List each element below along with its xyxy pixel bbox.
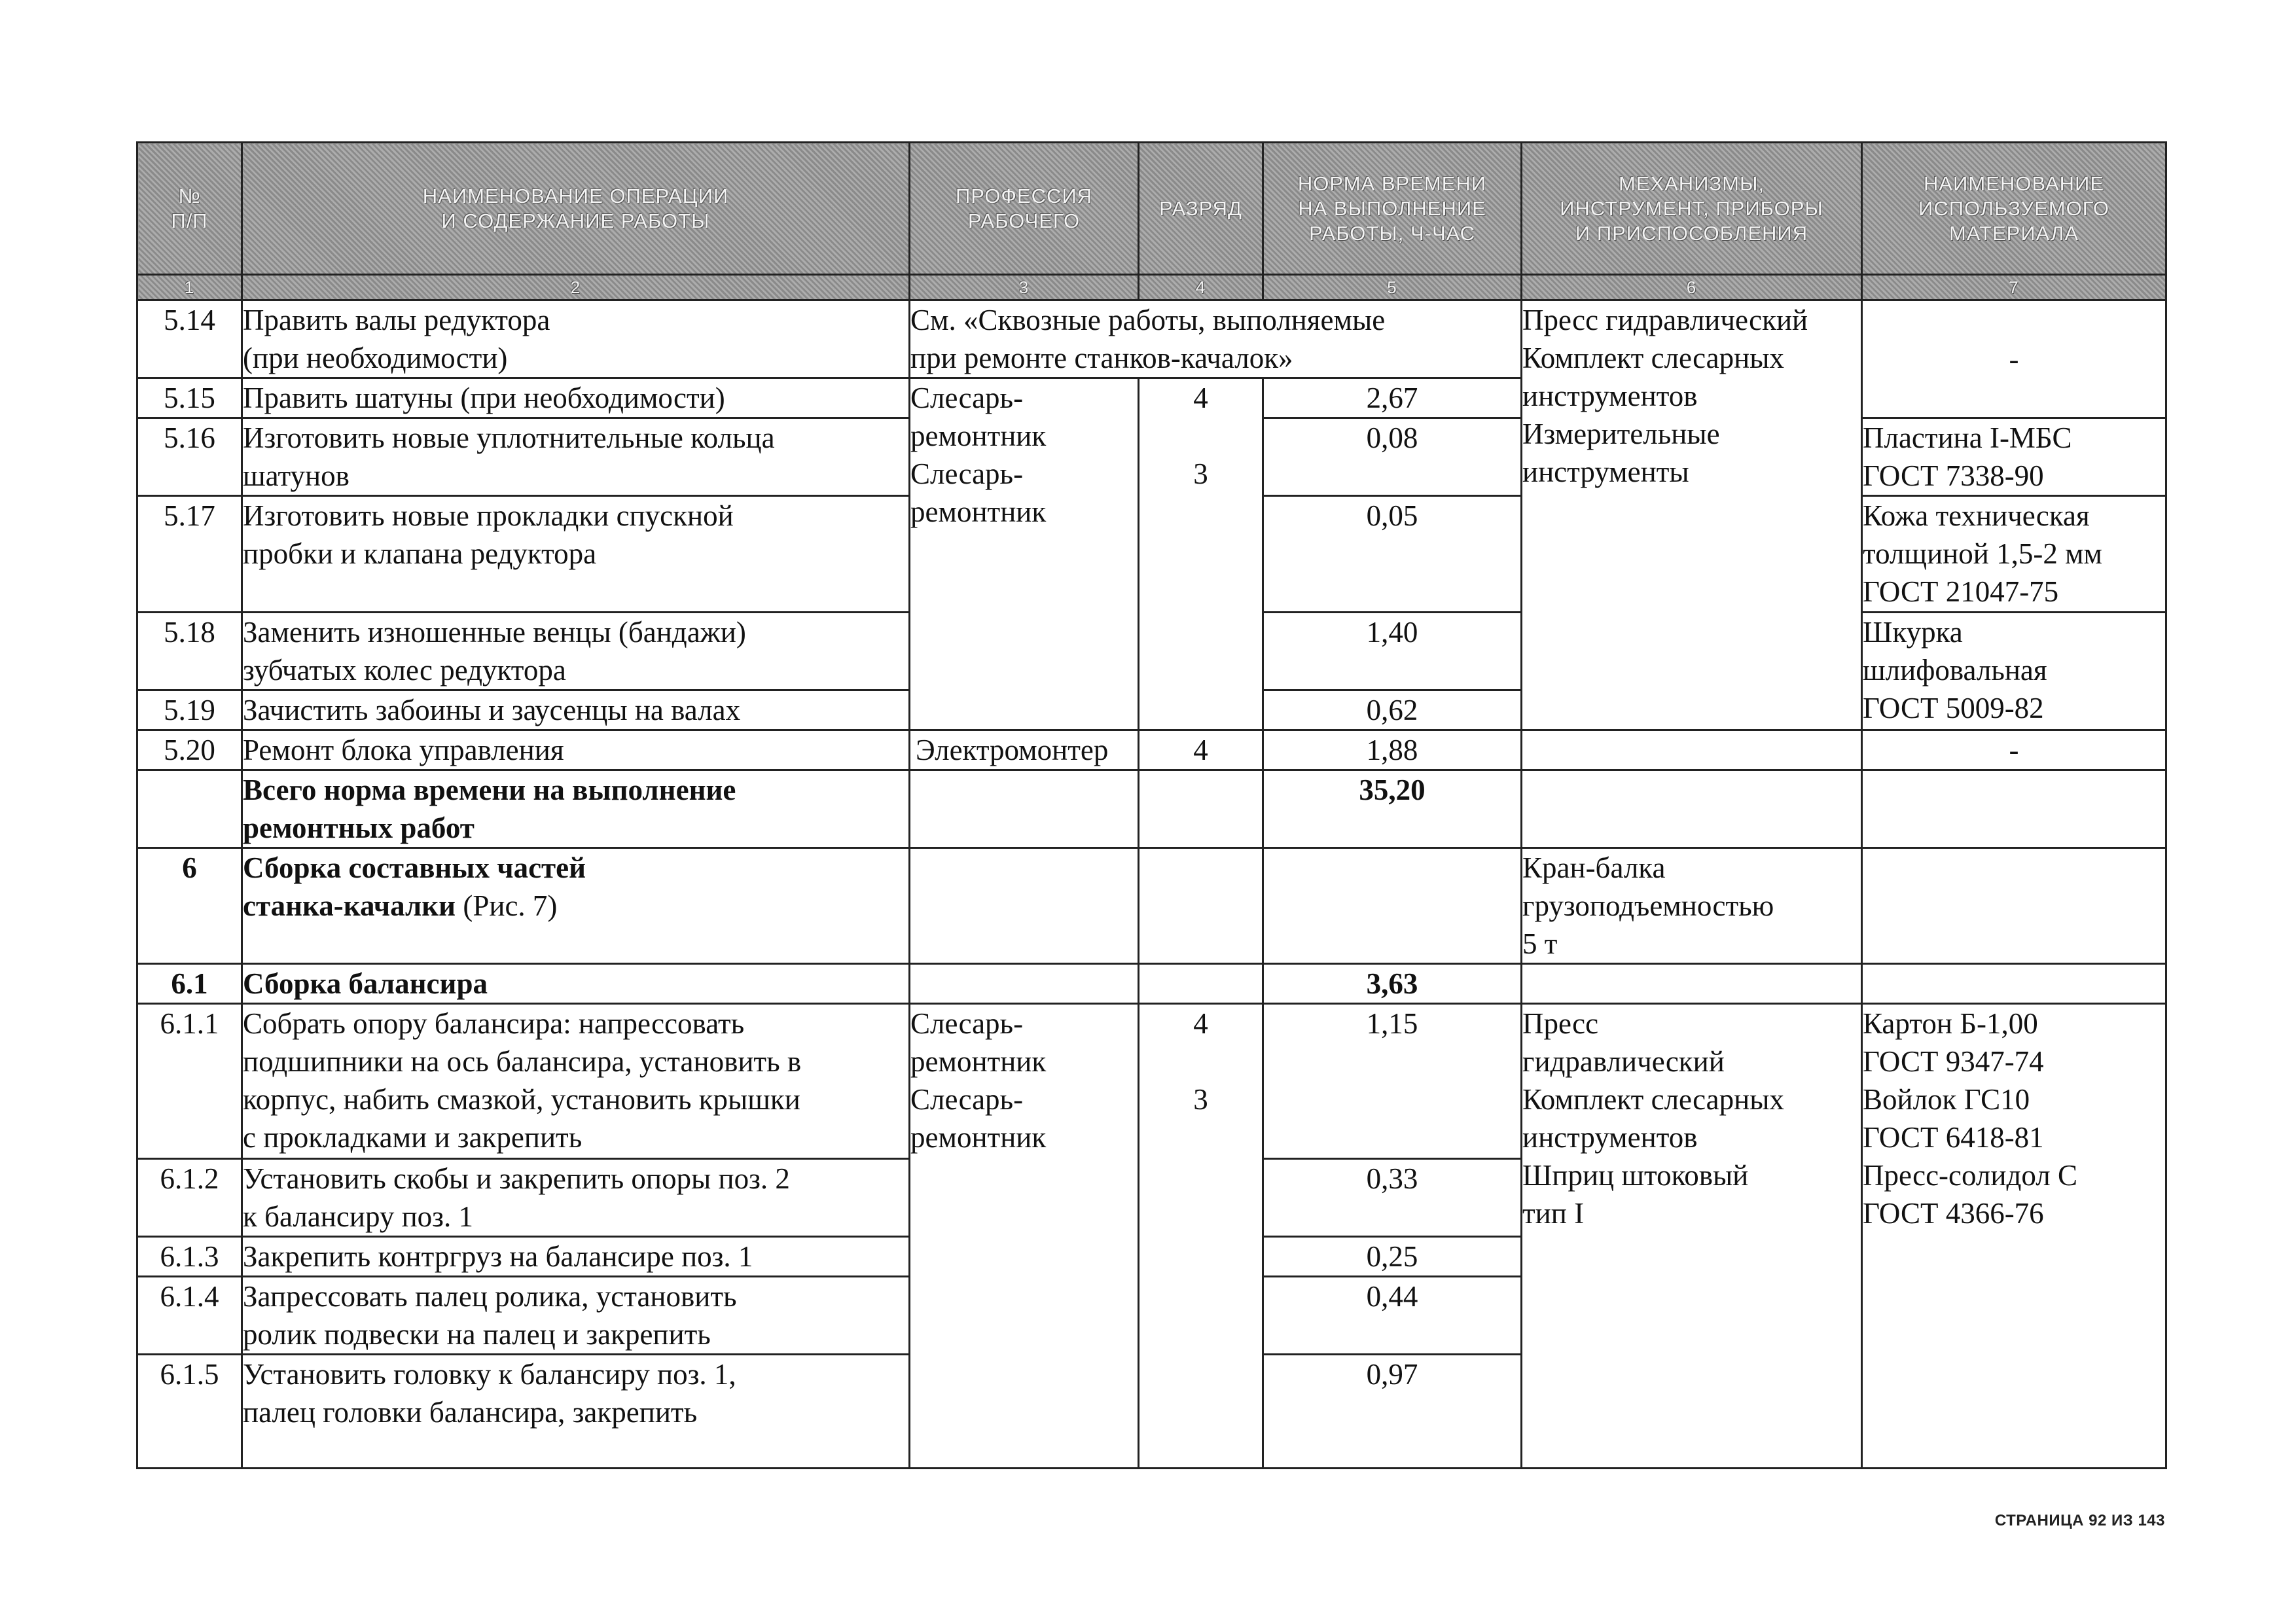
- operation-text: Запрессовать палец ролика, установить ролик подвески на палец и закрепить: [242, 1277, 910, 1355]
- time-norm: 1,88: [1263, 730, 1522, 770]
- operation-text: Зачистить забоины и заусенцы на валах: [242, 690, 910, 730]
- column-number: 5: [1263, 275, 1522, 300]
- total-time-norm: 35,20: [1263, 770, 1522, 848]
- row-number: 6.1.3: [137, 1237, 242, 1277]
- row-number: 5.15: [137, 378, 242, 418]
- grade-cell: 4: [1139, 730, 1263, 770]
- material-cell: -: [1862, 730, 2166, 770]
- operation-text: Править валы редуктора (при необходимости): [242, 300, 910, 378]
- tools-cell: [1522, 964, 1862, 1004]
- column-number: 2: [242, 275, 910, 300]
- row-number: 5.20: [137, 730, 242, 770]
- operation-text: Изготовить новые уплотнительные кольца шатунов: [242, 418, 910, 496]
- time-norm: 0,33: [1263, 1159, 1522, 1237]
- operation-text: Ремонт блока управления: [242, 730, 910, 770]
- row-number: [137, 770, 242, 848]
- column-number: 4: [1139, 275, 1263, 300]
- tools-cell: [1522, 770, 1862, 848]
- material-cell: Картон Б-1,00 ГОСТ 9347-74 Войлок ГС10 ГОСТ 6418-81 Пресс-солидол С ГОСТ 4366-76: [1862, 1004, 2166, 1469]
- time-norm: 0,97: [1263, 1355, 1522, 1469]
- time-norm: 1,15: [1263, 1004, 1522, 1159]
- row-number: 6.1.1: [137, 1004, 242, 1159]
- col-header-tools: МЕХАНИЗМЫ, ИНСТРУМЕНТ, ПРИБОРЫ И ПРИСПОСОБЛЕНИЯ: [1522, 143, 1862, 275]
- col-header-operation: НАИМЕНОВАНИЕ ОПЕРАЦИИ И СОДЕРЖАНИЕ РАБОТЫ: [242, 143, 910, 275]
- table-row-6: [137, 848, 2166, 964]
- time-norm: 0,25: [1263, 1237, 1522, 1277]
- material-cell: -: [1862, 300, 2166, 418]
- profession-cell: [910, 770, 1139, 848]
- operation-text: Установить головку к балансиру поз. 1, палец головки балансира, закрепить: [242, 1355, 910, 1469]
- tools-cell: Кран-балка грузоподъемностью 5 т: [1522, 848, 1862, 964]
- time-norm: 1,40: [1263, 613, 1522, 690]
- material-cell: Пластина I-МБС ГОСТ 7338-90: [1862, 418, 2166, 496]
- row-number: 5.14: [137, 300, 242, 378]
- profession-cell: Слесарь- ремонтник Слесарь- ремонтник: [910, 1004, 1139, 1469]
- column-number: 7: [1862, 275, 2166, 300]
- operation-text: Изготовить новые прокладки спускной пробки и клапана редуктора: [242, 496, 910, 613]
- profession-cell: [910, 848, 1139, 964]
- row-number: 6.1.4: [137, 1277, 242, 1355]
- row-number: 5.18: [137, 613, 242, 690]
- work-norms-table: [136, 141, 2167, 1469]
- operation-text: Заменить изношенные венцы (бандажи) зубчатых колес редуктора: [242, 613, 910, 690]
- header-row: [137, 143, 2166, 275]
- time-norm: 0,62: [1263, 690, 1522, 730]
- see-also-note: См. «Сквозные работы, выполняемые при ремонте станков-качалок»: [910, 300, 1522, 378]
- operation-text: Установить скобы и закрепить опоры поз. 2 к балансиру поз. 1: [242, 1159, 910, 1237]
- time-norm: [1263, 848, 1522, 964]
- table-row-5-14: [137, 300, 2166, 378]
- row-number: 6.1.2: [137, 1159, 242, 1237]
- time-norm: 0,08: [1263, 418, 1522, 496]
- material-cell: [1862, 848, 2166, 964]
- col-header-grade: РАЗРЯД: [1139, 143, 1263, 275]
- operation-text: Закрепить контргруз на балансире поз. 1: [242, 1237, 910, 1277]
- material-cell: [1862, 964, 2166, 1004]
- time-norm: 3,63: [1263, 964, 1522, 1004]
- time-norm: 2,67: [1263, 378, 1522, 418]
- material-cell: Кожа техническая толщиной 1,5-2 мм ГОСТ 21047-75: [1862, 496, 2166, 613]
- table-row-total: [137, 770, 2166, 848]
- profession-cell: Электромонтер: [910, 730, 1139, 770]
- material-cell: Шкурка шлифовальная ГОСТ 5009-82: [1862, 613, 2166, 730]
- row-number: 5.16: [137, 418, 242, 496]
- tools-cell: [1522, 730, 1862, 770]
- table-row-5-20: [137, 730, 2166, 770]
- total-label: Всего норма времени на выполнение ремонтных работ: [242, 770, 910, 848]
- grade-cell: 4 3: [1139, 1004, 1263, 1469]
- col-header-profession: ПРОФЕССИЯ РАБОЧЕГО: [910, 143, 1139, 275]
- page-number: СТРАНИЦА 92 ИЗ 143: [1994, 1512, 2165, 1529]
- time-norm: 0,44: [1263, 1277, 1522, 1355]
- time-norm: 0,05: [1263, 496, 1522, 613]
- profession-cell: [910, 964, 1139, 1004]
- col-header-number: № П/П: [137, 143, 242, 275]
- row-number: 5.19: [137, 690, 242, 730]
- tools-cell: Пресс гидравлический Комплект слесарных инструментов Шприц штоковый тип I: [1522, 1004, 1862, 1469]
- column-number-row: [137, 275, 2166, 300]
- subsection-title: Сборка балансира: [242, 964, 910, 1004]
- table-row-6-1: [137, 964, 2166, 1004]
- material-cell: [1862, 770, 2166, 848]
- column-number: 3: [910, 275, 1139, 300]
- column-number: 6: [1522, 275, 1862, 300]
- operation-text: Собрать опору балансира: напрессовать подшипники на ось балансира, установить в корпус, набить смазкой, установить крышки с прокладками и закрепить: [242, 1004, 910, 1159]
- grade-cell: [1139, 964, 1263, 1004]
- table-row-6-1-1: [137, 1004, 2166, 1159]
- section-title: Сборка составных частей станка-качалки (Рис. 7): [242, 848, 910, 964]
- row-number: 6.1.5: [137, 1355, 242, 1469]
- column-number: 1: [137, 275, 242, 300]
- grade-cell: [1139, 848, 1263, 964]
- col-header-time-norm: НОРМА ВРЕМЕНИ НА ВЫПОЛНЕНИЕ РАБОТЫ, Ч-ЧАС: [1263, 143, 1522, 275]
- col-header-material: НАИМЕНОВАНИЕ ИСПОЛЬЗУЕМОГО МАТЕРИАЛА: [1862, 143, 2166, 275]
- operation-text: Править шатуны (при необходимости): [242, 378, 910, 418]
- tools-cell: Пресс гидравлический Комплект слесарных инструментов Измерительные инструменты: [1522, 300, 1862, 730]
- row-number: 5.17: [137, 496, 242, 613]
- row-number: 6.1: [137, 964, 242, 1004]
- profession-cell: Слесарь- ремонтник Слесарь- ремонтник: [910, 378, 1139, 730]
- row-number: 6: [137, 848, 242, 964]
- grade-cell: [1139, 770, 1263, 848]
- grade-cell: 4 3: [1139, 378, 1263, 730]
